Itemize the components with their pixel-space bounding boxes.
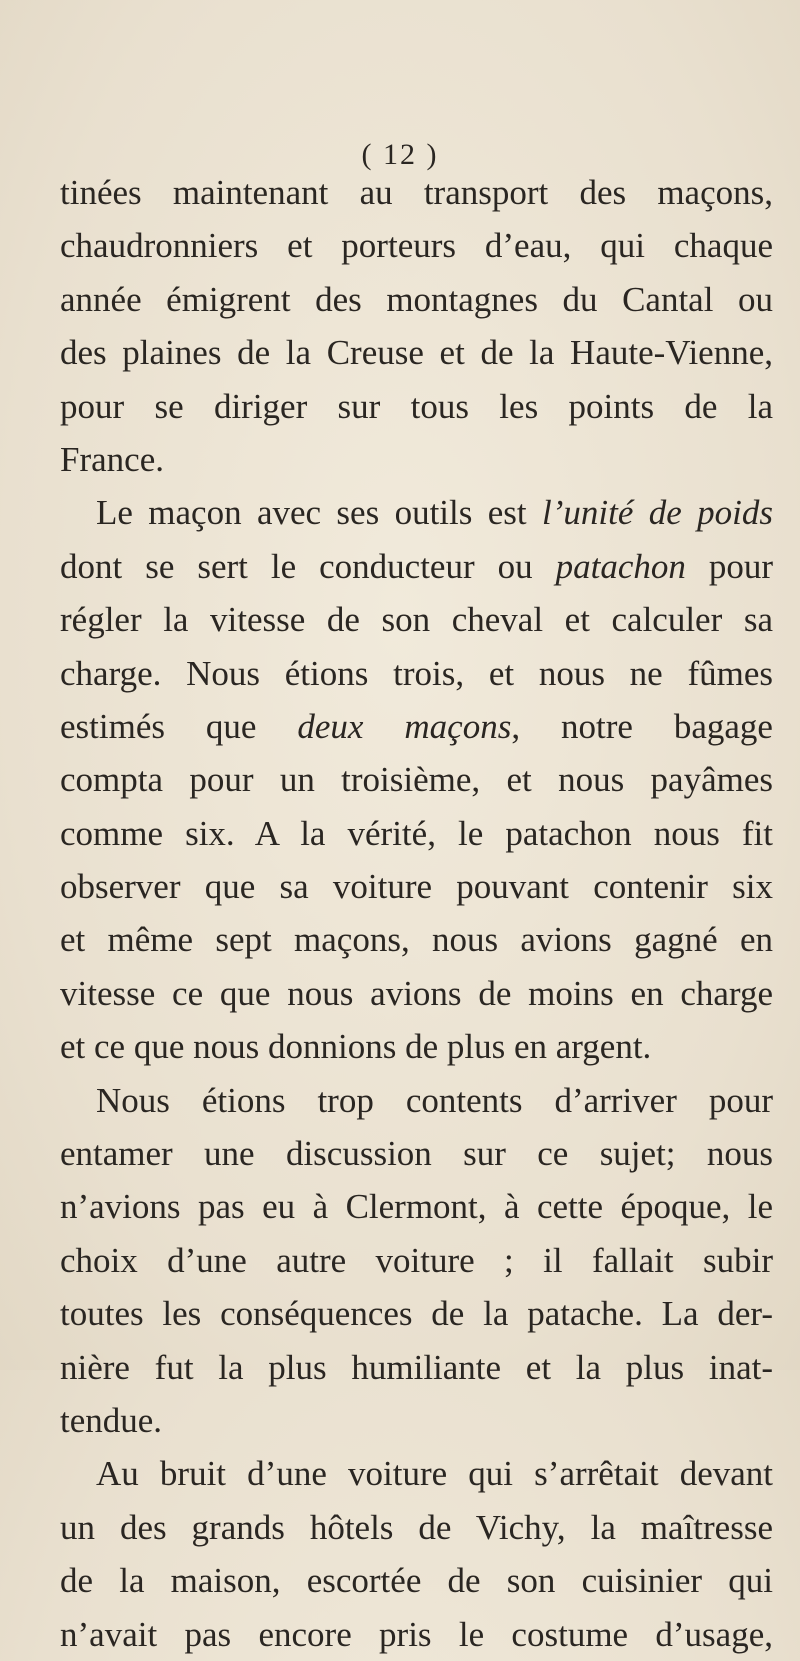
text-line: et même sept maçons, nous avions gagné en bbox=[60, 920, 773, 960]
text-line: tendue. bbox=[60, 1400, 163, 1440]
text-line: nière fut la plus humiliante et la plus inat- bbox=[60, 1347, 773, 1387]
body-text bbox=[60, 166, 773, 1661]
line-text: Le maçon avec ses outils est bbox=[96, 493, 542, 533]
text-line: France. bbox=[60, 439, 164, 479]
text-line: et ce que nous donnions de plus en argent. bbox=[60, 1027, 652, 1067]
text-line: n’avait pas encore pris le costume d’usage, bbox=[60, 1614, 773, 1654]
page-number: ( 12 ) bbox=[361, 138, 439, 171]
text-line: observer que sa voiture pouvant contenir six bbox=[60, 867, 773, 907]
text-line bbox=[60, 486, 773, 539]
text-line: toutes les conséquences de la patache. La der- bbox=[60, 1294, 773, 1334]
italic-text: deux maçons bbox=[297, 706, 512, 746]
text-line bbox=[60, 540, 773, 593]
text-line: entamer une discussion sur ce sujet; nous bbox=[60, 1134, 773, 1174]
text-line: Nous étions trop contents d’arriver pour bbox=[96, 1080, 773, 1120]
text-line: régler la vitesse de son cheval et calculer sa bbox=[60, 600, 773, 640]
text-line: chaudronniers et porteurs d’eau, qui chaque bbox=[60, 226, 773, 266]
text-line: un des grands hôtels de Vichy, la maîtresse bbox=[60, 1507, 773, 1547]
text-line: comme six. A la vérité, le patachon nous fit bbox=[60, 813, 773, 853]
text-line: année émigrent des montagnes du Cantal ou bbox=[60, 279, 773, 319]
line-text: estimés que bbox=[60, 706, 298, 746]
text-line: vitesse ce que nous avions de moins en charge bbox=[60, 973, 773, 1013]
text-line: de la maison, escortée de son cuisinier qui bbox=[60, 1561, 773, 1601]
text-line: choix d’une autre voiture ; il fallait subir bbox=[60, 1240, 773, 1280]
text-line: Au bruit d’une voiture qui s’arrêtait devant bbox=[96, 1454, 773, 1494]
text-line: compta pour un troisième, et nous payâmes bbox=[60, 760, 773, 800]
text-line: pour se diriger sur tous les points de la bbox=[60, 386, 773, 426]
text-line: des plaines de la Creuse et de la Haute-Vienne, bbox=[60, 333, 773, 373]
line-text: dont se sert le conducteur ou bbox=[60, 546, 556, 586]
line-text: , notre bagage bbox=[511, 706, 773, 746]
italic-text: patachon bbox=[555, 546, 686, 586]
italic-text: l’unité de poids bbox=[542, 493, 773, 533]
text-line: n’avions pas eu à Clermont, à cette époque, le bbox=[60, 1187, 773, 1227]
text-line bbox=[60, 700, 773, 753]
text-line: tinées maintenant au transport des maçons, bbox=[60, 173, 773, 212]
text-line: charge. Nous étions trois, et nous ne fûmes bbox=[60, 653, 773, 693]
line-text: pour bbox=[685, 546, 774, 586]
